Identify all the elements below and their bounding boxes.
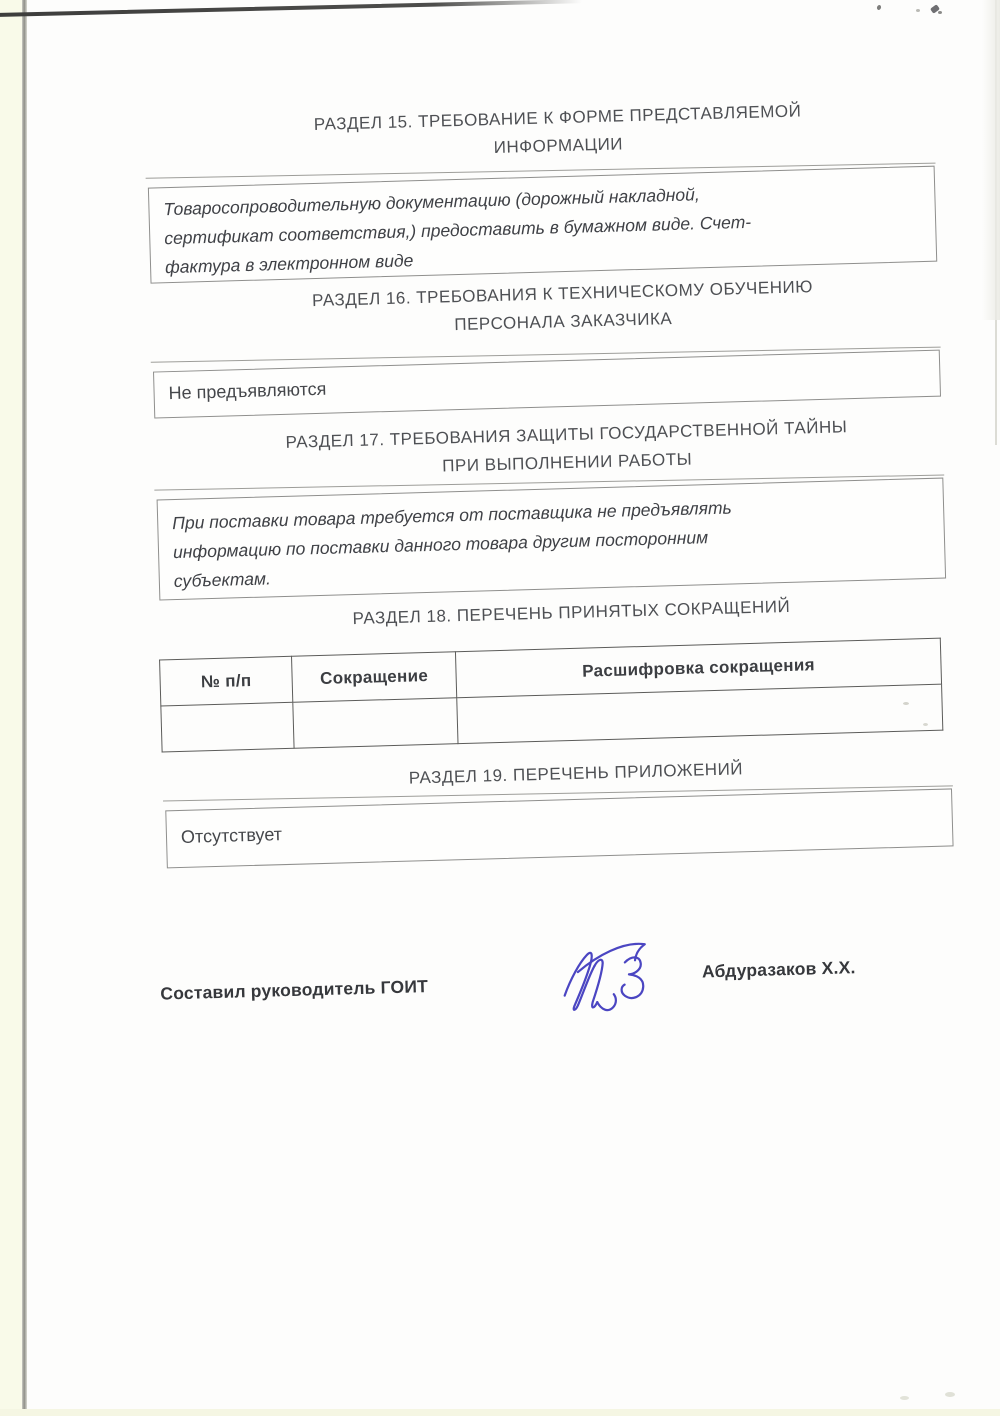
section-15-body-box <box>148 166 937 284</box>
section-15-title-line2: ИНФОРМАЦИИ <box>493 134 624 157</box>
scanner-bed-left-strip <box>0 0 22 1416</box>
table-header-expansion: Расшифровка сокращения <box>455 638 941 698</box>
section-15-body-line1: Товаросопроводительную документацию (дорожный накладной, <box>163 184 700 220</box>
scan-speck <box>945 1392 955 1397</box>
section-17-body-line2: информацию по поставки данного товара другим посторонним <box>172 527 709 563</box>
section-16-title-line2: ПЕРСОНАЛА ЗАКАЗЧИКА <box>454 309 673 335</box>
scanner-bed-bottom-strip <box>0 1409 1000 1416</box>
section-17-body-line1: При поставки товара требуется от поставщика не предъявлять <box>171 497 732 534</box>
scan-speck <box>900 1396 909 1400</box>
section-15-title <box>164 93 952 171</box>
section-18-title-line1: РАЗДЕЛ 18. ПЕРЕЧЕНЬ ПРИНЯТЫХ СОКРАЩЕНИЙ <box>352 596 791 629</box>
section-19-body-box <box>165 788 953 868</box>
section-16-body-line1: Не предъявляются <box>168 378 327 404</box>
section-16-title-line1: РАЗДЕЛ 16. ТРЕБОВАНИЯ К ТЕХНИЧЕСКОМУ ОБУЧЕНИЮ <box>311 277 814 311</box>
section-15-title-line1: РАЗДЕЛ 15. ТРЕБОВАНИЕ К ФОРМЕ ПРЕДСТАВЛЯЕМОЙ <box>313 101 802 134</box>
section-17-title-line1: РАЗДЕЛ 17. ТРЕБОВАНИЯ ЗАЩИТЫ ГОСУДАРСТВЕННОЙ ТАЙНЫ <box>285 417 848 452</box>
section-19-body-line1: Отсутствует <box>180 824 283 847</box>
handwritten-signature-icon <box>549 933 670 1029</box>
section-17-body-line3: субъектам. <box>173 568 272 592</box>
paper-left-edge-line <box>22 0 27 1416</box>
table-header-abbreviation: Сокращение <box>292 652 457 703</box>
table-cell-number <box>161 702 294 752</box>
table-cell-abbreviation <box>293 698 458 749</box>
abbreviations-table <box>159 638 943 753</box>
section-16-body-box <box>153 350 941 419</box>
paper-right-shading <box>982 0 1000 320</box>
table-header-number: № п/п <box>160 656 293 706</box>
section-19-title-line1: РАЗДЕЛ 19. ПЕРЕЧЕНЬ ПРИЛОЖЕНИЙ <box>408 759 744 788</box>
section-17-body-box <box>157 478 947 601</box>
section-16-title <box>169 269 957 347</box>
section-15-body-line2: сертификат соответствия,) предоставить в бумажном виде. Счет- <box>164 211 752 249</box>
document-content <box>25 0 983 1404</box>
prepared-by-label: Составил руководитель ГОИТ <box>160 976 429 1004</box>
section-17-title-line2: ПРИ ВЫПОЛНЕНИИ РАБОТЫ <box>441 449 693 476</box>
signer-name: Абдуразаков Х.Х. <box>701 957 856 982</box>
section-15-body-line3: фактура в электронном виде <box>164 250 414 278</box>
